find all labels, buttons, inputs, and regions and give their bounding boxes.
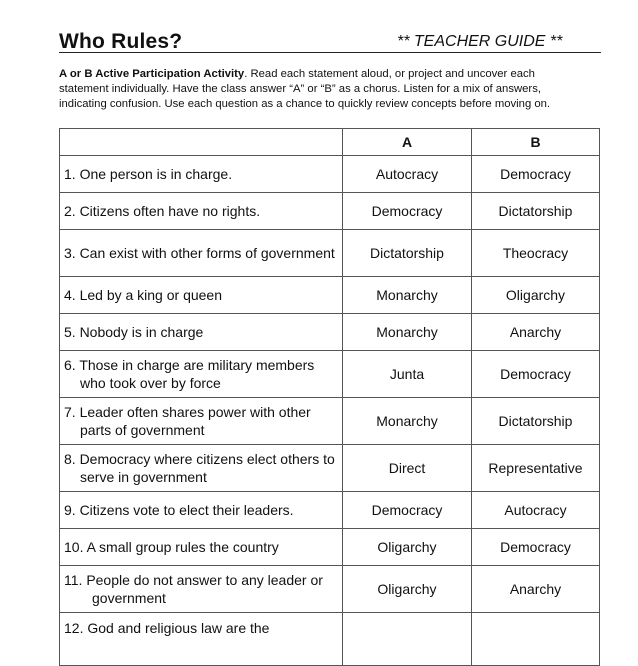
statement-text: 9. Citizens vote to elect their leaders. [64, 502, 294, 518]
statement-cell [60, 314, 343, 351]
statement-text: 7. Leader often shares power with other parts of government [64, 404, 311, 438]
table-row [60, 492, 600, 529]
answer-a-cell: Democracy [343, 193, 472, 230]
instructions-lead: A or B Active Participation Activity [59, 68, 245, 80]
column-b-header: B [472, 129, 600, 156]
statement-text: 10. A small group rules the country [64, 539, 279, 555]
table-row [60, 398, 600, 445]
answer-b-cell: Democracy [472, 351, 600, 398]
statement-cell [60, 529, 343, 566]
statement-cell [60, 566, 343, 613]
statement-cell [60, 398, 343, 445]
statement-column-header [60, 129, 343, 156]
answer-b-cell: Democracy [472, 529, 600, 566]
table-row [60, 613, 600, 666]
answer-b-cell: Dictatorship [472, 398, 600, 445]
table-row [60, 156, 600, 193]
table-header-row [60, 129, 600, 156]
statement-cell [60, 277, 343, 314]
statement-text: 1. One person is in charge. [64, 166, 233, 182]
statement-cell [60, 613, 343, 666]
teacher-guide-label: ** TEACHER GUIDE ** [397, 33, 563, 50]
table-row [60, 230, 600, 277]
table-row [60, 193, 600, 230]
statement-text: 5. Nobody is in charge [64, 324, 204, 340]
answer-b-cell: Dictatorship [472, 193, 600, 230]
table-row [60, 314, 600, 351]
answer-b-cell: Representative [472, 445, 600, 492]
table-row [60, 529, 600, 566]
answer-b-cell: Theocracy [472, 230, 600, 277]
answer-b-cell: Democracy [472, 156, 600, 193]
column-a-header: A [343, 129, 472, 156]
statement-cell [60, 230, 343, 277]
answer-a-cell: Dictatorship [343, 230, 472, 277]
answer-a-cell: Monarchy [343, 398, 472, 445]
statement-cell [60, 492, 343, 529]
page-title: Who Rules? [59, 30, 183, 53]
statement-cell [60, 445, 343, 492]
answer-a-cell: Monarchy [343, 277, 472, 314]
statement-text: 12. God and religious law are the [64, 620, 270, 636]
table-row [60, 277, 600, 314]
answer-a-cell: Democracy [343, 492, 472, 529]
answer-a-cell: Oligarchy [343, 566, 472, 613]
table-row [60, 445, 600, 492]
question-table [59, 128, 600, 666]
statement-text: 11. People do not answer to any leader or government [64, 572, 323, 606]
table-row [60, 351, 600, 398]
statement-text: 4. Led by a king or queen [64, 287, 223, 303]
statement-text: 6. Those in charge are military members who took over by force [64, 357, 315, 391]
answer-a-cell: Junta [343, 351, 472, 398]
answer-b-cell: Anarchy [472, 566, 600, 613]
statement-cell [60, 351, 343, 398]
statement-cell [60, 156, 343, 193]
statement-text: 3. Can exist with other forms of government [64, 245, 335, 261]
answer-a-cell [343, 613, 472, 666]
table-row [60, 566, 600, 613]
answer-b-cell: Oligarchy [472, 277, 600, 314]
answer-a-cell: Direct [343, 445, 472, 492]
answer-a-cell: Autocracy [343, 156, 472, 193]
answer-b-cell [472, 613, 600, 666]
instructions-paragraph [59, 67, 579, 112]
instructions-body: . Read each statement aloud, or project and uncover each statement individually. Have the class answer “A” or “B” as a chorus. Listen for a mix of answers, indicating confusion. Use each question as a chance to quickly review concepts before moving on. [59, 68, 551, 110]
statement-text: 2. Citizens often have no rights. [64, 203, 261, 219]
statement-text: 8. Democracy where citizens elect others to serve in government [64, 451, 335, 485]
answer-a-cell: Monarchy [343, 314, 472, 351]
page-header [59, 30, 601, 53]
answer-b-cell: Autocracy [472, 492, 600, 529]
answer-b-cell: Anarchy [472, 314, 600, 351]
statement-cell [60, 193, 343, 230]
answer-a-cell: Oligarchy [343, 529, 472, 566]
